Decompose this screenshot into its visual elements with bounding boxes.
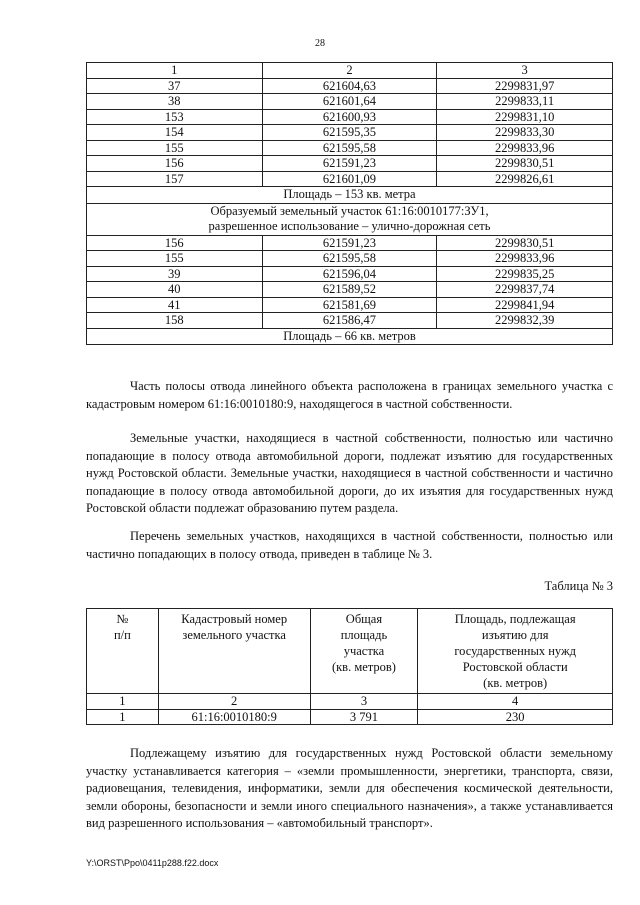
header-number-text: № п/п [113, 612, 131, 642]
coord-x: 621595,58 [262, 251, 437, 267]
table-row [87, 266, 613, 282]
table-header-row [87, 609, 613, 694]
coord-x: 621600,93 [262, 109, 437, 125]
point-number: 158 [87, 313, 263, 329]
seized-area: 230 [418, 709, 613, 725]
section-row [87, 203, 613, 235]
table-row [87, 235, 613, 251]
coord-x: 621581,69 [262, 297, 437, 313]
point-number: 154 [87, 125, 263, 141]
header-cadastral [158, 609, 310, 694]
point-number: 38 [87, 94, 263, 110]
coord-x: 621595,35 [262, 125, 437, 141]
header-total-area [310, 609, 418, 694]
point-number: 153 [87, 109, 263, 125]
table-row [87, 140, 613, 156]
coord-y: 2299841,94 [437, 297, 613, 313]
area-total-a: Площадь – 153 кв. метра [87, 187, 613, 204]
coord-x: 621604,63 [262, 78, 437, 94]
table-row [87, 109, 613, 125]
point-number: 41 [87, 297, 263, 313]
table-row [87, 78, 613, 94]
area-total-b: Площадь – 66 кв. метров [87, 328, 613, 345]
point-number: 39 [87, 266, 263, 282]
coord-y: 2299835,25 [437, 266, 613, 282]
coord-y: 2299833,30 [437, 125, 613, 141]
coord-y: 2299830,51 [437, 235, 613, 251]
coord-x: 621591,23 [262, 235, 437, 251]
coord-x: 621596,04 [262, 266, 437, 282]
coord-y: 2299831,97 [437, 78, 613, 94]
header-seized-area-text: Площадь, подлежащая изъятию для государственных нужд Ростовской области (кв. метров) [454, 612, 577, 690]
header-seized-area [418, 609, 613, 694]
coord-x: 621601,64 [262, 94, 437, 110]
paragraph-easement: Часть полосы отвода линейного объекта расположена в границах земельного участка с кадастровым номером 61:16:0010180:9, находящегося в частной собственности. [86, 379, 613, 411]
row-number: 1 [87, 709, 159, 725]
coord-x: 621591,23 [262, 156, 437, 172]
table-row [87, 313, 613, 329]
table-row [87, 94, 613, 110]
footer-file-path: Y:\ORST\Ppo\0411p288.f22.docx [86, 858, 219, 868]
paragraph-land-category: Подлежащему изъятию для государственных нужд Ростовской области земельному участку устанавливается категория – «земли промышленности, энергетики, транспорта, связи, радиовещания, телевидения, информатики, земли для обеспечения космической деятельности, земли обороны, безопасности и земли иного специального назначения», а также устанавливается вид разрешенного использования – «автомобильный транспорт». [86, 746, 613, 830]
area-row [87, 328, 613, 345]
coord-x: 621601,09 [262, 171, 437, 187]
point-number: 40 [87, 282, 263, 298]
coord-y: 2299830,51 [437, 156, 613, 172]
cadastral-number: 61:16:0010180:9 [158, 709, 310, 725]
page-number: 28 [315, 38, 325, 49]
total-area: 3 791 [310, 709, 418, 725]
coord-y: 2299837,74 [437, 282, 613, 298]
point-number: 157 [87, 171, 263, 187]
table-row [87, 297, 613, 313]
paragraph-list-reference: Перечень земельных участков, находящихся в частной собственности, полностью или частично попадающих в полосу отвода, приведен в таблице № 3. [86, 529, 613, 561]
index-row [87, 694, 613, 710]
coord-y: 2299833,11 [437, 94, 613, 110]
table-row [87, 171, 613, 187]
coord-y: 2299826,61 [437, 171, 613, 187]
point-number: 155 [87, 140, 263, 156]
header-cell: 2 [262, 63, 437, 79]
coord-x: 621589,52 [262, 282, 437, 298]
table-row [87, 156, 613, 172]
section-title-line2: разрешенное использование – улично-дорожная сеть [208, 219, 491, 233]
coord-y: 2299832,39 [437, 313, 613, 329]
section-title-line1: Образуемый земельный участок 61:16:0010177:ЗУ1, [210, 203, 489, 218]
area-row [87, 187, 613, 204]
coordinates-table [86, 62, 613, 345]
point-number: 156 [87, 235, 263, 251]
header-cadastral-text: Кадастровый номер земельного участка [181, 612, 288, 642]
section-title [87, 203, 613, 235]
coord-x: 621595,58 [262, 140, 437, 156]
index-cell: 3 [310, 694, 418, 710]
header-cell: 3 [437, 63, 613, 79]
table-row [87, 282, 613, 298]
table-row [87, 709, 613, 725]
point-number: 155 [87, 251, 263, 267]
coord-y: 2299833,96 [437, 140, 613, 156]
table-row [87, 125, 613, 141]
coord-x: 621586,47 [262, 313, 437, 329]
index-cell: 4 [418, 694, 613, 710]
coord-y: 2299833,96 [437, 251, 613, 267]
header-number [87, 609, 159, 694]
paragraph-private-plots: Земельные участки, находящиеся в частной собственности, полностью или частично попадающие в полосу отвода автомобильной дороги, подлежат изъятию для государственных нужд Ростовской области. Земельные участки, находящиеся в частной собственности и частично попадающие в полосу отвода автомобильной дороги, до их изъятия для государственных нужд Ростовской области подлежат образованию путем раздела. [86, 431, 613, 515]
table-row [87, 251, 613, 267]
point-number: 156 [87, 156, 263, 172]
table-header-row [87, 63, 613, 79]
index-cell: 1 [87, 694, 159, 710]
point-number: 37 [87, 78, 263, 94]
plots-table [86, 608, 613, 725]
table-caption: Таблица № 3 [544, 579, 613, 593]
header-cell: 1 [87, 63, 263, 79]
coord-y: 2299831,10 [437, 109, 613, 125]
header-total-area-text: Общая площадь участка (кв. метров) [331, 612, 396, 674]
index-cell: 2 [158, 694, 310, 710]
